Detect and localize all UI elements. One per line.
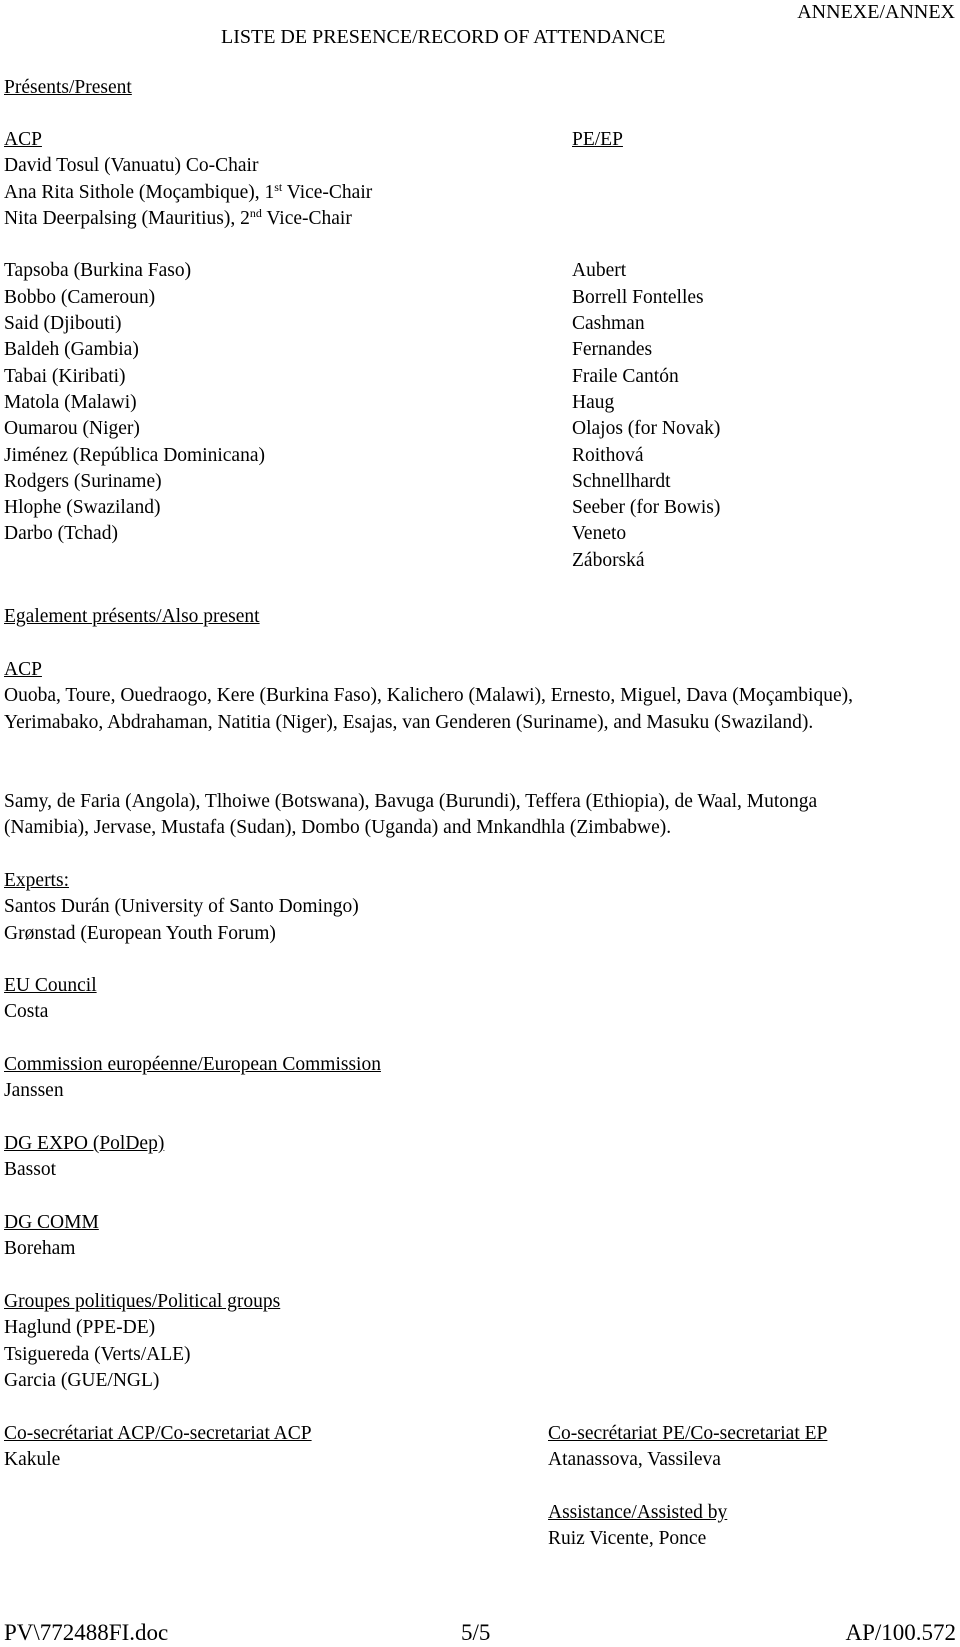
pe-member: Haug [572,391,615,413]
section-line: Haglund (PPE-DE) [4,1317,156,1339]
acp-member: Hlophe (Swaziland) [4,497,161,519]
also-present-heading: Egalement présents/Also present [4,606,260,627]
assistance-heading: Assistance/Assisted by [548,1502,728,1523]
also-present-acp [4,657,904,736]
acp-member: Tapsoba (Burkina Faso) [4,260,192,282]
co-chair: David Tosul (Vanuatu) Co-Chair [4,155,259,177]
section-heading: DG EXPO (PolDep) [4,1133,165,1154]
pe-member: Seeber (for Bowis) [572,497,721,519]
pe-member: Fernandes [572,339,653,361]
section-line: Costa [4,1001,49,1023]
acp-label: ACP [4,129,42,150]
pe-member: Borrell Fontelles [572,286,704,308]
footer-reference: AP/100.572 [845,1620,956,1645]
acp-member: Matola (Malawi) [4,391,137,413]
acp-member: Tabai (Kiribati) [4,365,126,387]
section-line: Boreham [4,1238,76,1260]
pe-label: PE/EP [572,129,623,150]
acp-member: Baldeh (Gambia) [4,339,139,361]
assistance [548,1500,727,1553]
acp-member: Oumarou (Niger) [4,418,140,440]
dg-comm-section [4,1210,99,1263]
section-line: Garcia (GUE/NGL) [4,1369,160,1391]
section-line: Tsiguereda (Verts/ALE) [4,1343,191,1365]
dg-expo-section [4,1131,164,1184]
acp-present-column [4,127,372,548]
acp-secretariat-heading: Co-secrétariat ACP/Co-secretariat ACP [4,1423,312,1444]
section-line: Bassot [4,1159,57,1181]
second-vice-chair: Nita Deerpalsing (Mauritius), 2nd Vice-Chair [4,205,352,229]
section-heading: EU Council [4,975,97,996]
experts-section [4,868,359,947]
acp-member: Rodgers (Suriname) [4,470,162,492]
section-heading: Commission européenne/European Commission [4,1054,381,1075]
assistance-names: Ruiz Vicente, Ponce [548,1528,707,1550]
section-line: Santos Durán (University of Santo Domingo) [4,896,359,918]
ep-secretariat-names: Atanassova, Vassileva [548,1449,721,1471]
pe-member: Roithová [572,444,644,466]
pe-member: Aubert [572,260,627,282]
eu-council-section [4,973,97,1026]
pe-present-column [572,127,720,574]
ep-secretariat-heading: Co-secrétariat PE/Co-secretariat EP [548,1423,828,1444]
pe-member: Schnellhardt [572,470,671,492]
section-heading: Groupes politiques/Political groups [4,1291,281,1312]
pe-member: Fraile Cantón [572,365,679,387]
section-line: Janssen [4,1080,64,1102]
acp-secretariat [4,1421,312,1474]
pe-member: Záborská [572,549,645,571]
acp-member: Darbo (Tchad) [4,523,118,545]
political-groups-section [4,1289,280,1394]
annex-label: ANNEXE/ANNEX [797,1,955,23]
ep-secretariat [548,1421,827,1474]
footer-doc-name: PV\772488FI.doc [4,1620,169,1645]
footer-page-number: 5/5 [461,1620,491,1645]
acp-member: Said (Djibouti) [4,313,122,335]
section-heading: Experts: [4,870,69,891]
pe-member: Cashman [572,313,645,335]
also-acp-paragraph: Ouoba, Toure, Ouedraogo, Kere (Burkina Faso), Kalichero (Malawi), Ernesto, Miguel, Dava (Moçambique), Yerimabako, Abdrahaman, Natitia (Niger), Esajas, van Genderen (Suriname), and Masuku (Swaziland). [4,685,853,733]
first-vice-chair: Ana Rita Sithole (Moçambique), 1st Vice-Chair [4,179,373,203]
section-heading: DG COMM [4,1212,99,1233]
section-line: Grønstad (European Youth Forum) [4,922,276,944]
acp-secretariat-names: Kakule [4,1449,61,1471]
present-heading: Présents/Present [4,77,132,98]
pe-member: Veneto [572,523,627,545]
pe-member: Olajos (for Novak) [572,418,721,440]
acp-member: Jiménez (República Dominicana) [4,444,265,466]
acp-member: Bobbo (Cameroun) [4,286,156,308]
also-acp-label: ACP [4,659,42,680]
also-acp-paragraph-2: Samy, de Faria (Angola), Tlhoiwe (Botswana), Bavuga (Burundi), Teffera (Ethiopia), de Waal, Mutonga (Namibia), Jervase, Mustafa (Sudan), Dombo (Uganda) and Mnkandhla (Zimbabwe). [4,791,818,839]
page-title: LISTE DE PRESENCE/RECORD OF ATTENDANCE [221,26,666,48]
commission-section [4,1052,381,1105]
